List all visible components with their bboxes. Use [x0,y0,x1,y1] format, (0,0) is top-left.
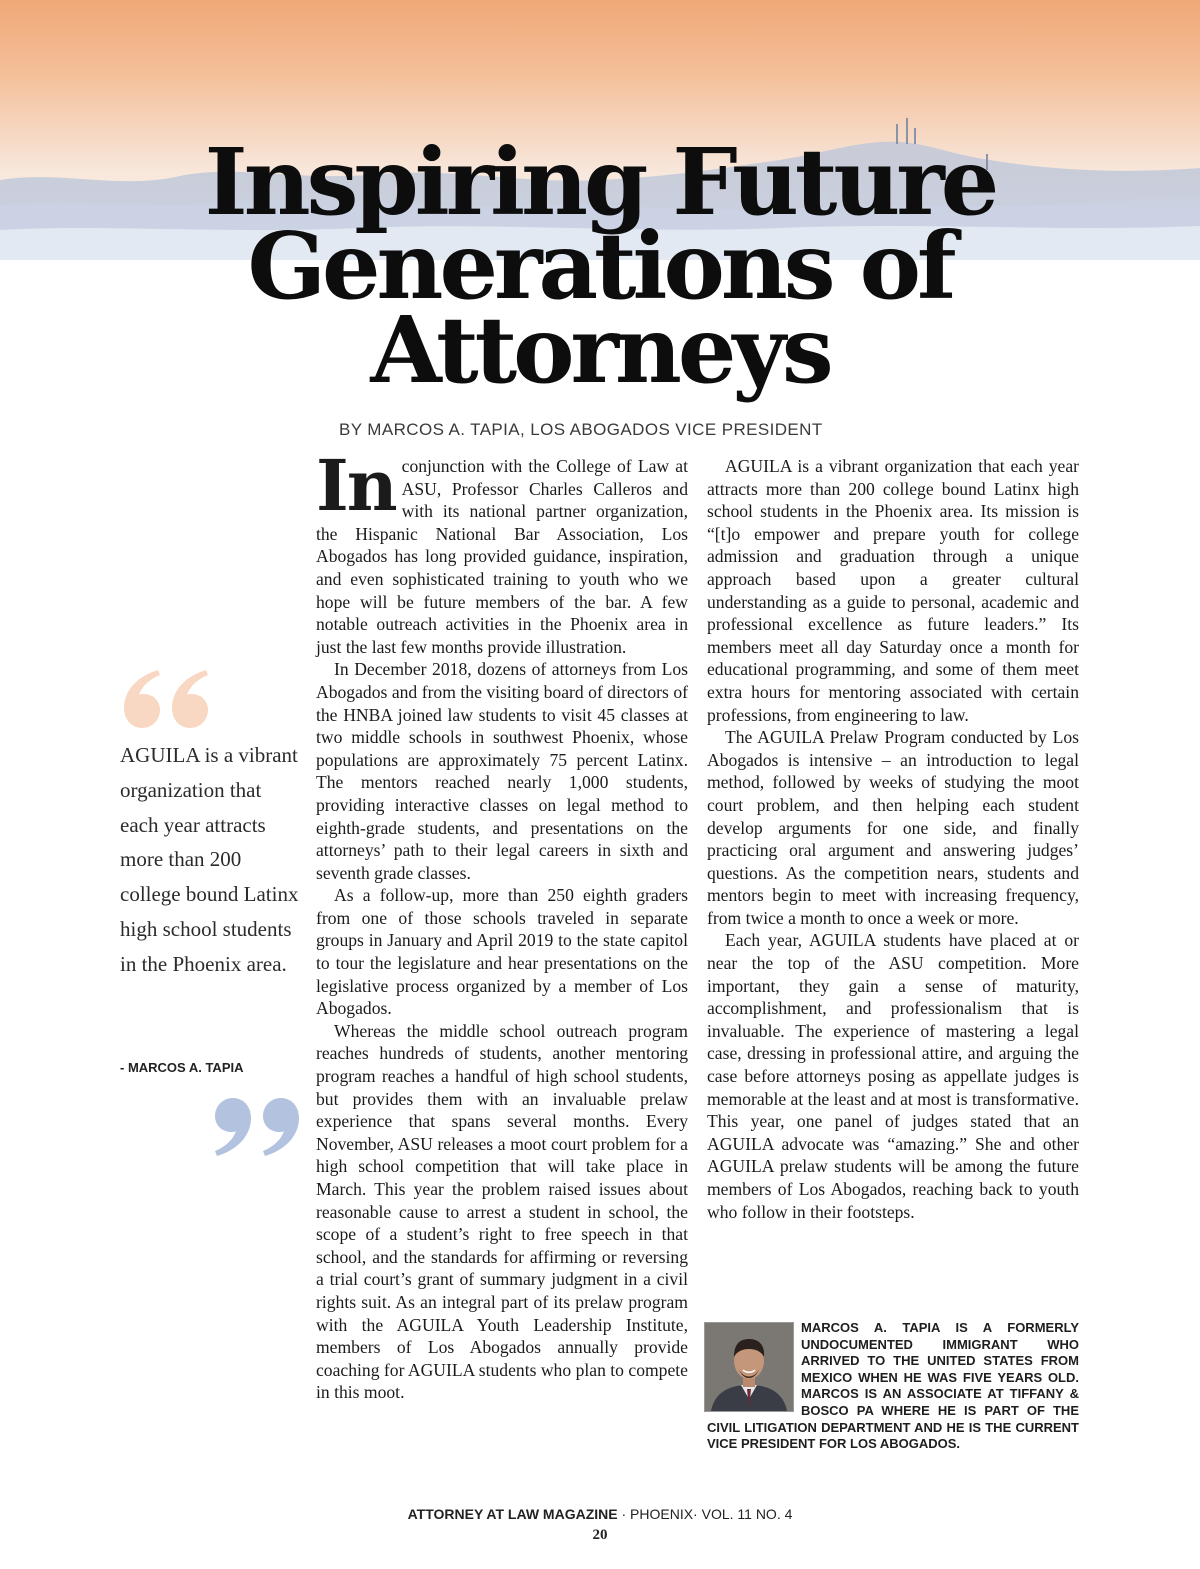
paragraph-1 [316,444,688,658]
footer [0,1506,1200,1522]
page-number: 20 [592,1527,608,1543]
close-quote-icon [205,1094,305,1164]
paragraph-2: In December 2018, dozens of attorneys from Los Abogados and from the visiting board of directors of the HNBA joined law students to visit 45 classes at two middle schools in southwest Phoenix, whose populations are approximately 75 percent Latinx. The mentors reached nearly 1,000 students, providing interactive classes on legal method to eighth-grade students, and presentations on the attorneys’ path to their legal careers in sixth and seventh grade classes. [316,659,688,883]
pull-quote-text: AGUILA is a vibrant organization that each year attracts more than 200 college bound Latinx high school students in the Phoenix area. [120,743,299,976]
pull-quote-attribution: - MARCOS A. TAPIA [120,1060,244,1075]
article-column-2 [707,455,1079,1223]
paragraph-4: Whereas the middle school outreach program reaches hundreds of students, another mentoring program reaches a handful of high school students, but provides them with an invaluable prelaw experience that spans several months. Every November, ASU releases a moot court problem for a high school competition that will take place in March. This year the problem raised issues about reasonable cause to arrest a student in school, the scope of a student’s right to free speech in that school, and the standards for affirming or reversing a trial court’s grant of summary judgment in a civil rights suit. As an integral part of its prelaw program with the AGUILA Youth Leadership Institute, members of Los Abogados annually provide coaching for AGUILA students who plan to compete in this moot. [316,1020,688,1403]
title-line-2: Generations of [247,212,953,320]
byline: BY MARCOS A. TAPIA, LOS ABOGADOS VICE PRESIDENT [339,420,823,439]
paragraph-3: As a follow-up, more than 250 eighth graders from one of those schools traveled in separate groups in January and April 2019 to the state capitol to tour the legislature and hear presentations on the legislative process organized by a member of Los Abogados. [316,885,688,1019]
author-bio-text: MARCOS A. TAPIA IS A FORMERLY UNDOCUMENTED IMMIGRANT WHO ARRIVED TO THE UNITED STATES FROM MEXICO WHEN HE WAS FIVE YEARS OLD. MARCOS IS AN ASSOCIATE AT TIFFANY & BOSCO PA WHERE HE IS PART OF THE CIVIL LITIGATION DEPARTMENT AND HE IS THE CURRENT VICE PRESIDENT FOR LOS ABOGADOS. [707,1320,1079,1452]
magazine-name: ATTORNEY AT LAW MAGAZINE [407,1506,618,1522]
paragraph-6: The AGUILA Prelaw Program conducted by Los Abogados is intensive – an introduction to legal method, followed by weeks of studying the moot court problem, and then helping each student develop arguments for one side, and finally practicing oral argument and answering judges’ questions. As the competition nears, students and mentors begin to meet with increasing frequency, from twice a month to once a week or more. [707,727,1079,928]
paragraph-5: AGUILA is a vibrant organization that each year attracts more than 200 college bound Latinx high school students in the Phoenix area. Its mission is “[t]o empower and prepare youth for college admission and graduation through a unique approach based upon a greater cultural understanding as a guide to personal, academic and professional excellence as future leaders.” Its members meet all day Saturday once a month for educational programming, and some of them meet extra hours for mentoring associated with certain professions, from engineering to law. [707,456,1079,725]
article-column-1 [316,444,688,1404]
paragraph-1-text: conjunction with the College of Law at ASU, Professor Charles Calleros and with its national partner organization, the Hispanic National Bar Association, Los Abogados has long provided guidance, inspiration, and even sophisticated training to youth who we hope will be future members of the bar. A few notable outreach activities in the Phoenix area in just the last few months provide illustration. [316,456,688,657]
author-bio [707,1320,1079,1453]
drop-cap: In [316,444,396,527]
article-title [160,128,1040,404]
open-quote-icon [118,662,218,732]
edition-info: · PHOENIX· VOL. 11 NO. 4 [617,1506,793,1522]
title-line-3: Attorneys [370,296,830,404]
title-line-1: Inspiring Future [204,128,996,236]
paragraph-7: Each year, AGUILA students have placed at or near the top of the ASU competition. More important, they gain a sense of maturity, accomplishment, and professionalism that is invaluable. The experience of mastering a legal case, dressing in professional attire, and arguing the case before attorneys posing as appellate judges is memorable at the least and at most is transformative. This year, one panel of judges stated that an AGUILA advocate was “amazing.” She and other AGUILA prelaw students will be among the future members of Los Abogados, reaching back to youth who follow in their footsteps. [707,930,1079,1222]
